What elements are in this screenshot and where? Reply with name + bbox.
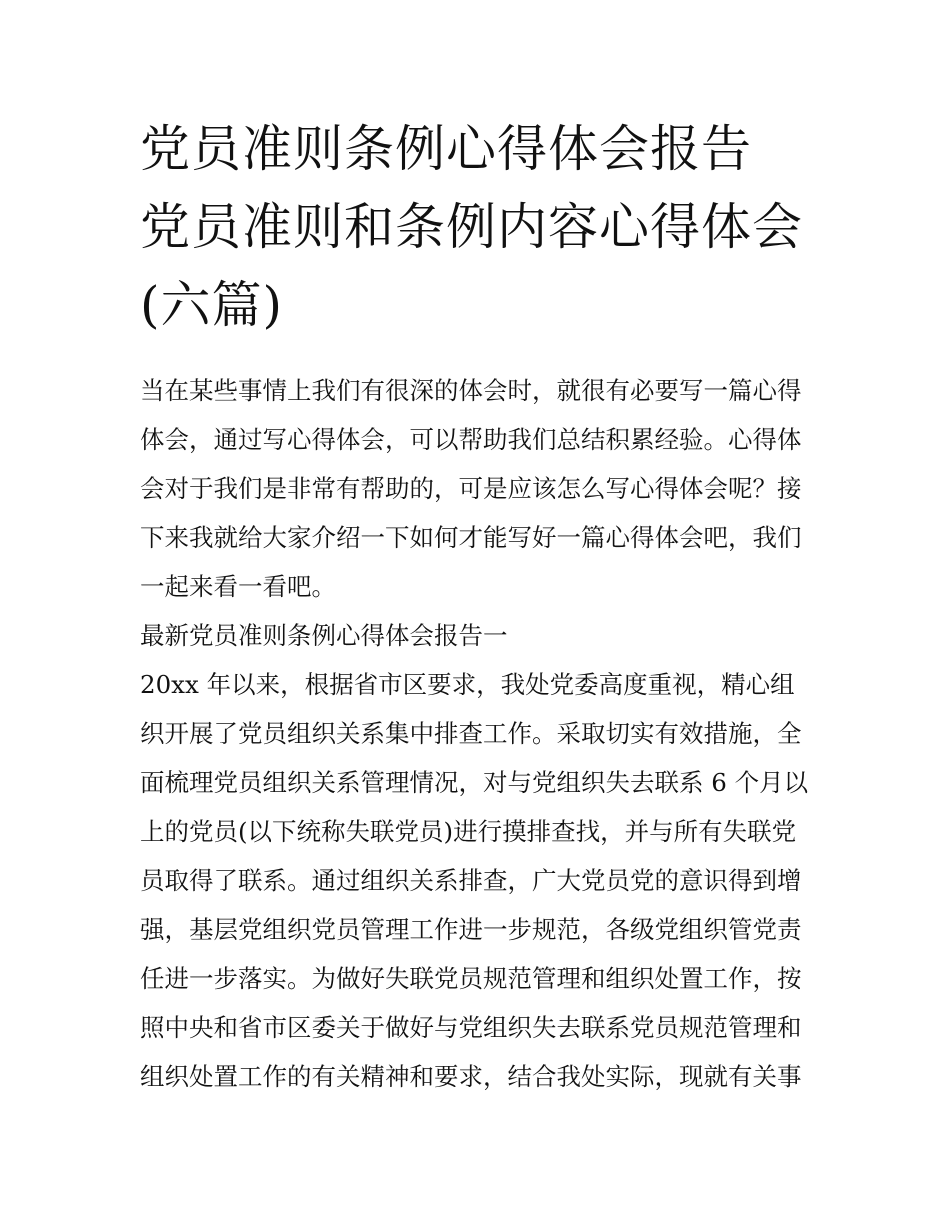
document-body — [140, 366, 812, 1101]
document-title: 党员准则条例心得体会报告 党员准则和条例内容心得体会(六篇) — [140, 120, 803, 334]
intro-paragraph: 当在某些事情上我们有很深的体会时，就很有必要写一篇心得体会，通过写心得体会，可以帮助我们总结积累经验。心得体会对于我们是非常有帮助的，可是应该怎么写心得体会呢？接下来我就给大家介绍一下如何才能写好一篇心得体会吧，我们一起来看一看吧。 — [140, 376, 802, 601]
body-paragraph: 20xx 年以来，根据省市区要求，我处党委高度重视，精心组织开展了党员组织关系集中排查工作。采取切实有效措施，全面梳理党员组织关系管理情况，对与党组织失去联系 6 个月以上的党员(以下统称失联党员)进行摸排查找，并与所有失联党员取得了联系。通过组织关系排查，广大党员党的意识得到增强，基层党组织党员管理工作进一步规范，各级党组织管党责任进一步落实。为做好失联党员规范管理和组织处置工作，按照中央和省市区委关于做好与党组织失去联系党员规范管理和组织处置工作的有关精神和要求，结合我处实际，现就有关事 — [140, 670, 809, 1091]
document-content — [140, 110, 812, 1101]
section-heading: 最新党员准则条例心得体会报告一 — [140, 621, 508, 650]
